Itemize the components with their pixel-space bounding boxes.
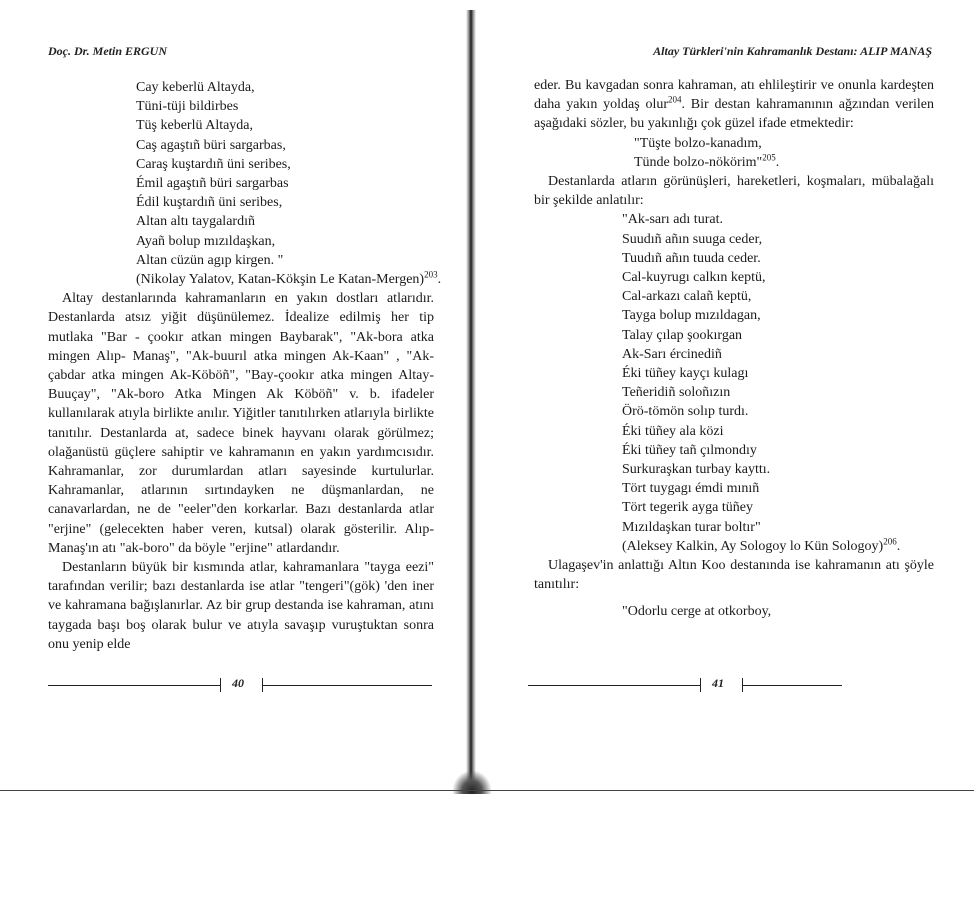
right-verse-block [622, 210, 934, 536]
right-prose-altin-koo [534, 556, 934, 594]
verse-line: Ak-Sarı ércinediñ [622, 346, 722, 362]
footer-tick [700, 678, 701, 692]
verse-line: Cay keberlü Altayda, [136, 80, 255, 95]
verse-line: Caraş kuştardıñ üni seribes, [136, 156, 291, 172]
verse-line: Suudıñ añın suuga ceder, [622, 231, 763, 247]
citation-text: (Aleksey Kalkin, Ay Sologoy lo Kün Sologoy) [622, 538, 884, 554]
verse-line: Tört tuygagı émdi mınıñ [622, 481, 760, 497]
left-page-number-footer [48, 678, 438, 692]
verse-line [634, 153, 934, 172]
verse-line: Altan altı taygalardıñ [136, 214, 255, 230]
right-final-verse [622, 602, 934, 621]
verse-line: Cal-kuyrugı calkın keptü, [622, 270, 766, 286]
verse-line: Tört tegerik ayga tüñey [622, 500, 754, 516]
verse-text: Tünde bolzo-nökörim" [634, 154, 763, 170]
footer-rule-right [742, 685, 842, 686]
page-number: 41 [712, 676, 724, 690]
verse-line: Cal-arkazı calañ keptü, [622, 289, 752, 305]
page-number: 40 [232, 676, 244, 690]
right-running-head: Altay Türkleri'nin Kahramanlık Destanı: ALIP MANAŞ [653, 44, 932, 58]
footnote-ref: 206 [883, 536, 897, 547]
verse-line: Édil kuştardıñ üni seribes, [136, 195, 283, 211]
verse-line: Éki tüñey kayçı kulagı [622, 366, 749, 382]
footer-tick [220, 678, 221, 692]
verse-line: Talay çılap şookırgan [622, 327, 743, 343]
verse-line: "Odorlu cerge at otkorboy, [622, 604, 772, 620]
verse-line: "Ak-sarı adı turat. [622, 212, 723, 228]
verse-line: Éki tüñey ala közi [622, 423, 724, 439]
paragraph-text: eder. Bu kavgadan sonra kahraman, atı ehlileştirir ve onunla kardeşten daha yakın yoldaş olur [534, 78, 934, 113]
verse-line: Altan cüzün agıp kirgen. " [136, 252, 284, 268]
right-quote-block [634, 134, 934, 172]
verse-line: Tüni-tüji bildirbes [136, 99, 239, 115]
paragraph: Destanların büyük bir kısmında atlar, kahramanlara "tayga eezi" tarafından verilir; bazı destanlarda ise atlar "tengeri"(gök) 'den iner ve kahramana bağışlanırlar. Az bir grup destanda ise kahraman, atını taygada başı boş olarak bulur ve atıyla savaşıp vuruştuktan sonra onu yenip elde [48, 560, 434, 652]
footnote-ref: 204 [668, 94, 682, 105]
verse-line: Mızıldaşkan turar boltır" [622, 519, 761, 535]
verse-line: Tuudıñ añın tuuda ceder. [622, 250, 761, 266]
paragraph [534, 76, 934, 134]
verse-line: Örö-tömön solıp turdı. [622, 404, 749, 420]
left-running-head: Doç. Dr. Metin ERGUN [48, 44, 168, 58]
left-page [0, 0, 474, 790]
citation-period: . [437, 272, 442, 288]
left-prose [48, 289, 434, 654]
citation-period: . [896, 538, 901, 554]
verse-period: . [775, 154, 780, 170]
verse-line: Ayañ bolup mızıldaşkan, [136, 233, 276, 249]
verse-line: Émil agaştıñ büri sargarbas [136, 176, 289, 192]
citation-text: (Nikolay Yalatov, Katan-Kökşin Le Katan-Mergen) [136, 272, 425, 288]
footnote-ref: 203 [424, 269, 438, 280]
paragraph: Altay destanlarında kahramanların en yakın dostları atlarıdır. Destanlarda atsız yiğit düşünülemez. İdealize edilmiş her tip mutlaka "Bar - çookır atkan mingen Baybarak", "Ak-bora atka mingen Alıp- Manaş", "Ak-buurıl atka mingen Ak-Kaan" , "Ak-çabdar atka mingen Ak-Köböñ", "Bay-çookır atka mingen Altay-Buuçay", "Ak-boro Atka Mingen Ak Köböñ" v. b. ifadeler kullanılarak atıyla birlikte anılır. Yiğitler tanıtılırken atlarıyla birlikte tanıtılır. Destanlarda at, sadece binek hayvanı olarak görülmez; olağanüstü güçlere sahiptir ve kahramanın en yakın yardımcısıdır. Kahramanlar, zor durumlardan atları sayesinde kurtulurlar. Kahramanlar, atlarının sırtındayken ne düşmanlardan, ne canavarlardan, ne de "eeler"den korkarlar. Bazı destanlarda atlar "erjine" (gelecekten haber veren, kutsal) olarak gösterilir. Alıp-Manaş'ın atı "ak-boro" da böyle "erjine" atlardandır. [48, 291, 434, 556]
verse-line: "Tüşte bolzo-kanadım, [634, 135, 762, 151]
page-bottom-edge [0, 790, 974, 791]
footnote-ref: 205 [762, 152, 776, 163]
right-citation [622, 537, 934, 556]
verse-line: Tüş keberlü Altayda, [136, 118, 254, 134]
verse-line: Teñeridiñ soloñızın [622, 385, 731, 401]
footer-rule-left [48, 685, 220, 686]
verse-line: Tayga bolup mızıldagan, [622, 308, 761, 324]
right-prose-horses [534, 172, 934, 210]
paragraph: Destanlarda atların görünüşleri, hareketleri, koşmaları, mübalağalı bir şekilde anlatılır: [534, 174, 934, 209]
verse-line: Éki tüñey tañ çılmondıy [622, 442, 757, 458]
left-page-body [48, 78, 442, 654]
right-page-number-footer [528, 678, 928, 692]
right-page [474, 0, 974, 790]
footer-rule-right [262, 685, 432, 686]
footer-rule-left [528, 685, 700, 686]
verse-line: Caş agaştıñ büri sargarbas, [136, 137, 286, 153]
right-page-body [534, 76, 934, 622]
verse-line: Surkuraşkan turbay kayttı. [622, 462, 771, 478]
left-verse-block [136, 78, 434, 270]
right-prose-intro [534, 76, 934, 134]
left-citation [136, 269, 442, 289]
paragraph-text: . Bir destan kahramanının ağzından verilen aşağıdaki sözler, bu yakınlığı çok güzel ifade etmektedir: [534, 97, 934, 132]
paragraph: Ulagaşev'in anlattığı Altın Koo destanında ise kahramanın atı şöyle tanıtılır: [534, 558, 934, 593]
